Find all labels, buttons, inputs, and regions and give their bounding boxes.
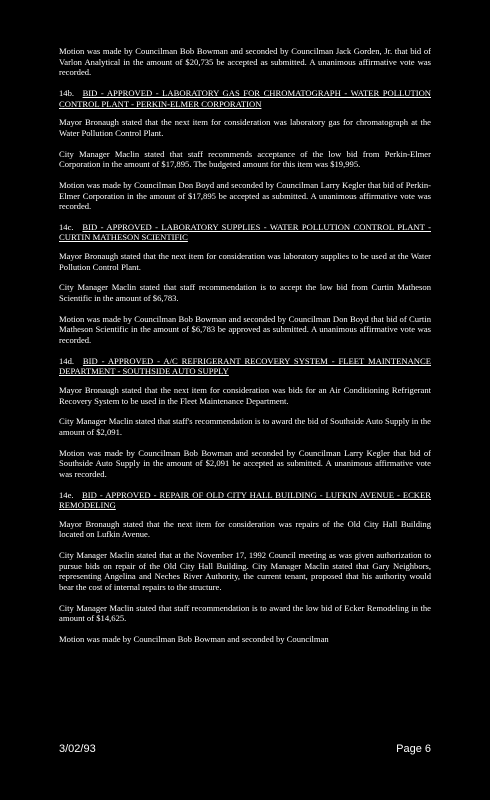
motion-paragraph: Motion was made by Councilman Bob Bowman and seconded by Councilman Larry Kegler that bid of Southside Auto Supply in the amount of $2,091 be accepted as submitted. A unanimous affirmative vote was recorded.	[59, 447, 431, 479]
page-footer	[59, 744, 431, 758]
footer-date: 3/02/93	[59, 743, 96, 755]
section-title: BID - APPROVED - LABORATORY GAS FOR CHROMATOGRAPH - WATER POLLUTION CONTROL PLANT - PERKIN-ELMER CORPORATION	[59, 87, 431, 109]
motion-paragraph: Motion was made by Councilman Bob Bowman and seconded by Councilman Jack Gorden, Jr. that bid of Varlon Analytical in the amount of $20,735 be accepted as submitted. A unanimous affirmative vote was recorded.	[59, 46, 431, 78]
paragraph: City Manager Maclin stated that staff's recommendation is to award the bid of Southside Auto Supply in the amount of $2,091.	[59, 416, 431, 437]
paragraph: City Manager Maclin stated that staff recommendation is to accept the low bid from Curtin Matheson Scientific in the amount of $6,783.	[59, 282, 431, 304]
paragraph: Mayor Bronaugh stated that the next item for consideration was bids for an Air Conditioning Refrigerant Recovery System to be used in the Fleet Maintenance Department.	[59, 384, 431, 406]
section-heading-14d	[59, 356, 431, 377]
section-number: 14e.	[59, 489, 74, 500]
motion-paragraph: Motion was made by Councilman Bob Bowman and seconded by Councilman Don Boyd that bid of Curtin Matheson Scientific in the amount of $6,783 be approved as submitted. A unanimous affirmative vote was recorded.	[59, 313, 431, 345]
section-heading-14b	[59, 88, 431, 109]
section-title: BID - APPROVED - REPAIR OF OLD CITY HALL BUILDING - LUFKIN AVENUE - ECKER REMODELING	[59, 489, 431, 511]
motion-paragraph: Motion was made by Councilman Don Boyd and seconded by Councilman Larry Kegler that bid of Perkin-Elmer Corporation in the amount of $17,895 be accepted as submitted. A unanimous affirmative vote was recorded.	[59, 179, 431, 212]
section-title: BID - APPROVED - LABORATORY SUPPLIES - WATER POLLUTION CONTROL PLANT - CURTIN MATHESON SCIENTIFIC	[59, 221, 431, 243]
motion-paragraph: Motion was made by Councilman Bob Bowman and seconded by Councilman	[59, 634, 329, 645]
section-number: 14d.	[59, 355, 75, 366]
section-number: 14c.	[59, 221, 74, 232]
section-heading-14c	[59, 222, 431, 243]
paragraph: Mayor Bronaugh stated that the next item for consideration was repairs of the Old City Hall Building located on Lufkin Avenue.	[59, 518, 431, 540]
paragraph: Mayor Bronaugh stated that the next item for consideration was laboratory supplies to be used at the Water Pollution Control Plant.	[59, 251, 431, 272]
minutes-body	[59, 46, 431, 655]
section-number: 14b.	[59, 87, 75, 98]
paragraph: City Manager Maclin stated that staff recommends acceptance of the low bid from Perkin-Elmer Corporation in the amount of $17,895. The budgeted amount for this item was $19,995.	[59, 148, 431, 170]
paragraph: City Manager Maclin stated that staff recommendation is to award the low bid of Ecker Remodeling in the amount of $14,625.	[59, 602, 431, 624]
section-heading-14e	[59, 490, 431, 511]
section-title: BID - APPROVED - A/C REFRIGERANT RECOVERY SYSTEM - FLEET MAINTENANCE DEPARTMENT - SOUTHSIDE AUTO SUPPLY	[59, 355, 431, 377]
footer-page-number: Page 6	[396, 743, 431, 755]
paragraph: Mayor Bronaugh stated that the next item for consideration was laboratory gas for chromatograph at the Water Pollution Control Plant.	[59, 117, 431, 138]
paragraph: City Manager Maclin stated that at the November 17, 1992 Council meeting as was given authorization to pursue bids on repair of the Old City Hall Building. City Manager Maclin stated that Gary Neighbors, representing Angelina and Neches River Authority, the current tenant, proposed that his authority would bear the cost of internal repairs to the structure.	[59, 550, 431, 593]
